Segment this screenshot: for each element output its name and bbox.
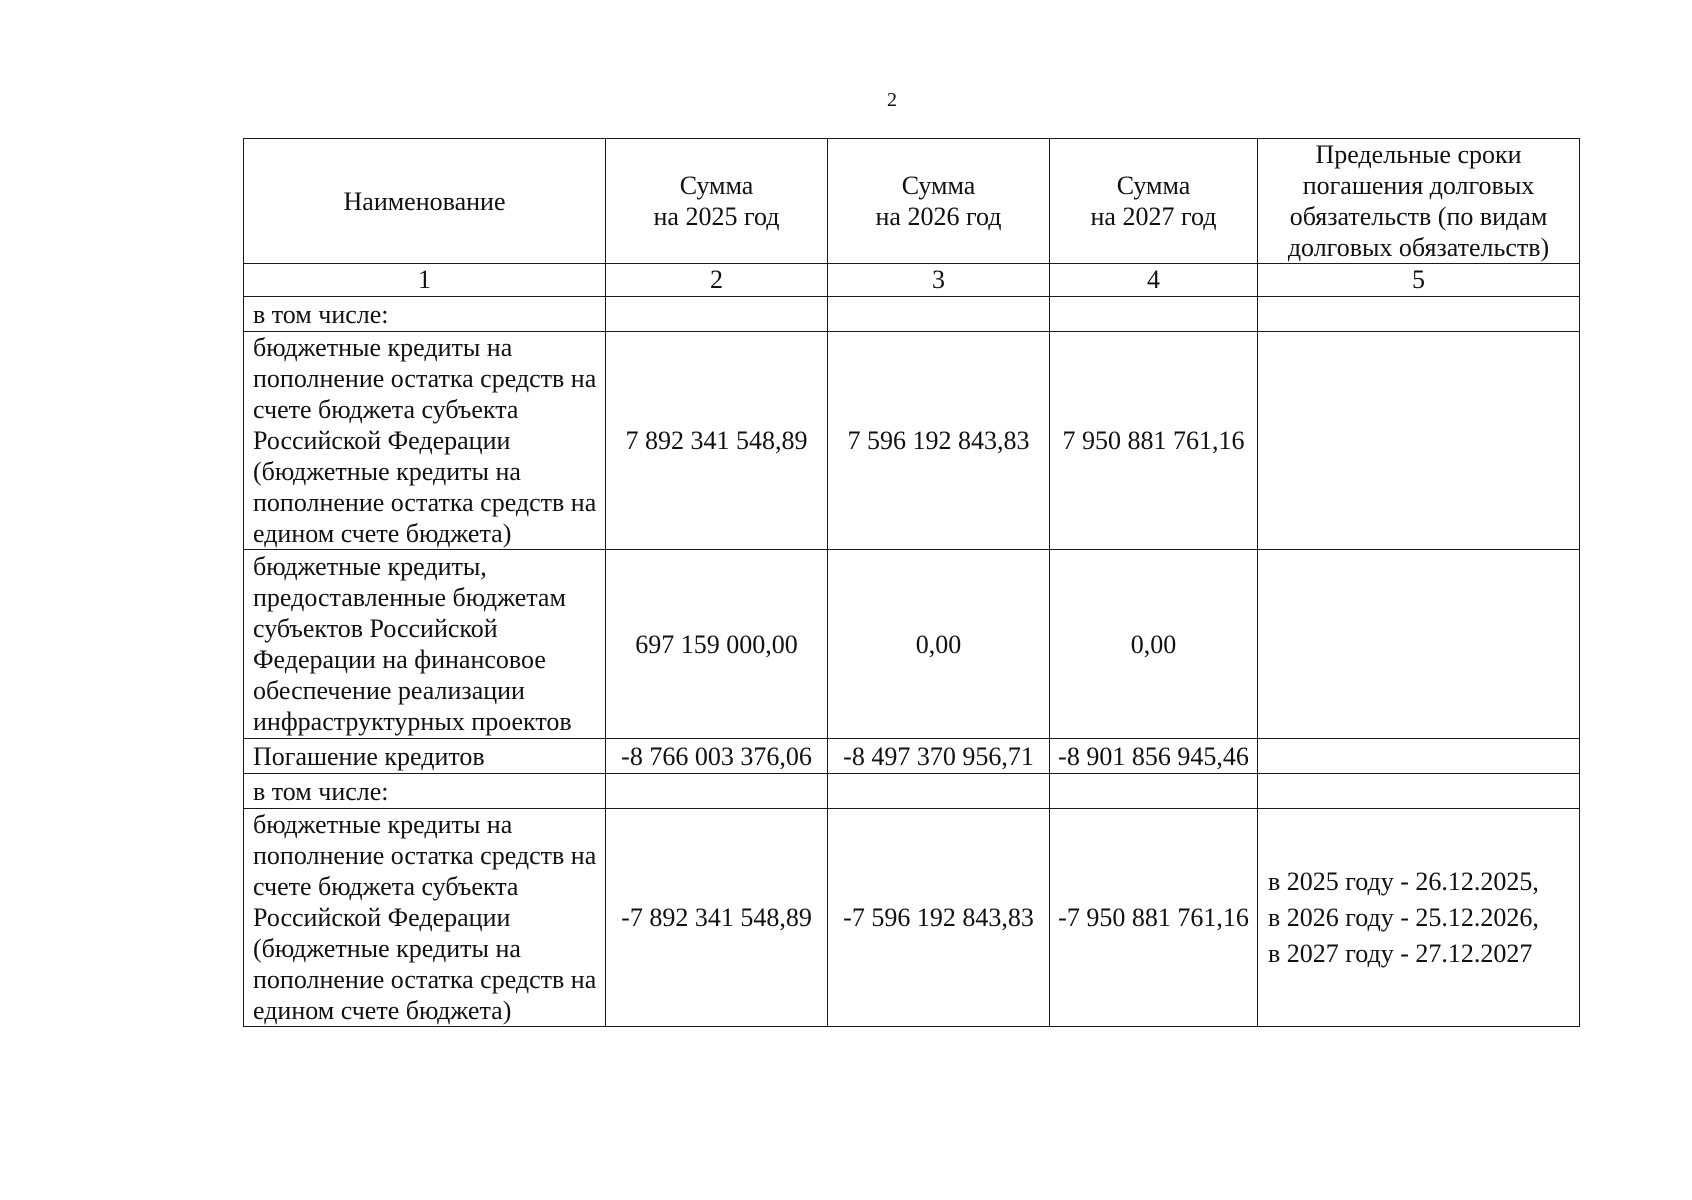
row-sum-2025 [606, 774, 828, 809]
row-deadline [1258, 739, 1580, 774]
table-row [244, 809, 1580, 1027]
row-deadline [1258, 332, 1580, 550]
header-deadline-line3: обязательств (по видам [1289, 202, 1548, 231]
row-sum-2026: 0,00 [828, 550, 1050, 739]
row-name: Погашение кредитов [244, 739, 606, 774]
table-row [244, 297, 1580, 332]
column-number: 1 [244, 264, 606, 297]
header-sum-2025-line1: Сумма [679, 171, 754, 200]
row-sum-2025: 697 159 000,00 [606, 550, 828, 739]
header-row [244, 139, 1580, 264]
row-deadline [1258, 297, 1580, 332]
page-number: 2 [887, 89, 897, 111]
row-sum-2027: -8 901 856 945,46 [1050, 739, 1258, 774]
header-sum-2027-line1: Сумма [1116, 171, 1191, 200]
row-name: в том числе: [244, 774, 606, 809]
row-sum-2027: -7 950 881 761,16 [1050, 809, 1258, 1027]
header-sum-2026 [828, 139, 1050, 264]
header-name: Наименование [244, 139, 606, 264]
row-deadline [1258, 550, 1580, 739]
table-row [244, 739, 1580, 774]
row-sum-2027: 0,00 [1050, 550, 1258, 739]
row-sum-2025: -7 892 341 548,89 [606, 809, 828, 1027]
header-deadline-line4: долговых обязательств) [1287, 233, 1550, 262]
row-name: бюджетные кредиты на пополнение остатка средств на счете бюджета субъекта Российской Федерации (бюджетные кредиты на пополнение остатка средств на едином счете бюджета) [244, 332, 606, 550]
column-number: 5 [1258, 264, 1580, 297]
budget-table [243, 138, 1580, 1027]
row-name: в том числе: [244, 297, 606, 332]
row-sum-2026: 7 596 192 843,83 [828, 332, 1050, 550]
header-deadline [1258, 139, 1580, 264]
row-name: бюджетные кредиты, предоставленные бюджетам субъектов Российской Федерации на финансовое обеспечение реализации инфраструктурных проектов [244, 550, 606, 739]
row-sum-2027: 7 950 881 761,16 [1050, 332, 1258, 550]
table-row [244, 332, 1580, 550]
row-sum-2027 [1050, 297, 1258, 332]
column-number-row [244, 264, 1580, 297]
header-deadline-line1: Предельные сроки [1315, 140, 1522, 169]
header-sum-2025-line2: на 2025 год [653, 202, 780, 231]
table-row [244, 550, 1580, 739]
row-sum-2027 [1050, 774, 1258, 809]
header-sum-2025 [606, 139, 828, 264]
column-number: 3 [828, 264, 1050, 297]
table-row [244, 774, 1580, 809]
row-sum-2025 [606, 297, 828, 332]
row-deadline [1258, 774, 1580, 809]
row-name: бюджетные кредиты на пополнение остатка средств на счете бюджета субъекта Российской Федерации (бюджетные кредиты на пополнение остатка средств на едином счете бюджета) [244, 809, 606, 1027]
header-deadline-line2: погашения долговых [1302, 171, 1535, 200]
deadline-line: в 2026 году - 25.12.2026, [1268, 902, 1539, 932]
row-deadline [1258, 809, 1580, 1027]
row-sum-2026 [828, 774, 1050, 809]
row-sum-2026: -7 596 192 843,83 [828, 809, 1050, 1027]
deadline-line: в 2025 году - 26.12.2025, [1268, 866, 1539, 896]
column-number: 4 [1050, 264, 1258, 297]
header-sum-2026-line2: на 2026 год [875, 202, 1002, 231]
row-sum-2026: -8 497 370 956,71 [828, 739, 1050, 774]
row-sum-2026 [828, 297, 1050, 332]
header-sum-2027-line2: на 2027 год [1090, 202, 1217, 231]
row-sum-2025: -8 766 003 376,06 [606, 739, 828, 774]
row-sum-2025: 7 892 341 548,89 [606, 332, 828, 550]
header-sum-2026-line1: Сумма [901, 171, 976, 200]
header-sum-2027 [1050, 139, 1258, 264]
deadline-line: в 2027 году - 27.12.2027 [1268, 938, 1533, 968]
column-number: 2 [606, 264, 828, 297]
